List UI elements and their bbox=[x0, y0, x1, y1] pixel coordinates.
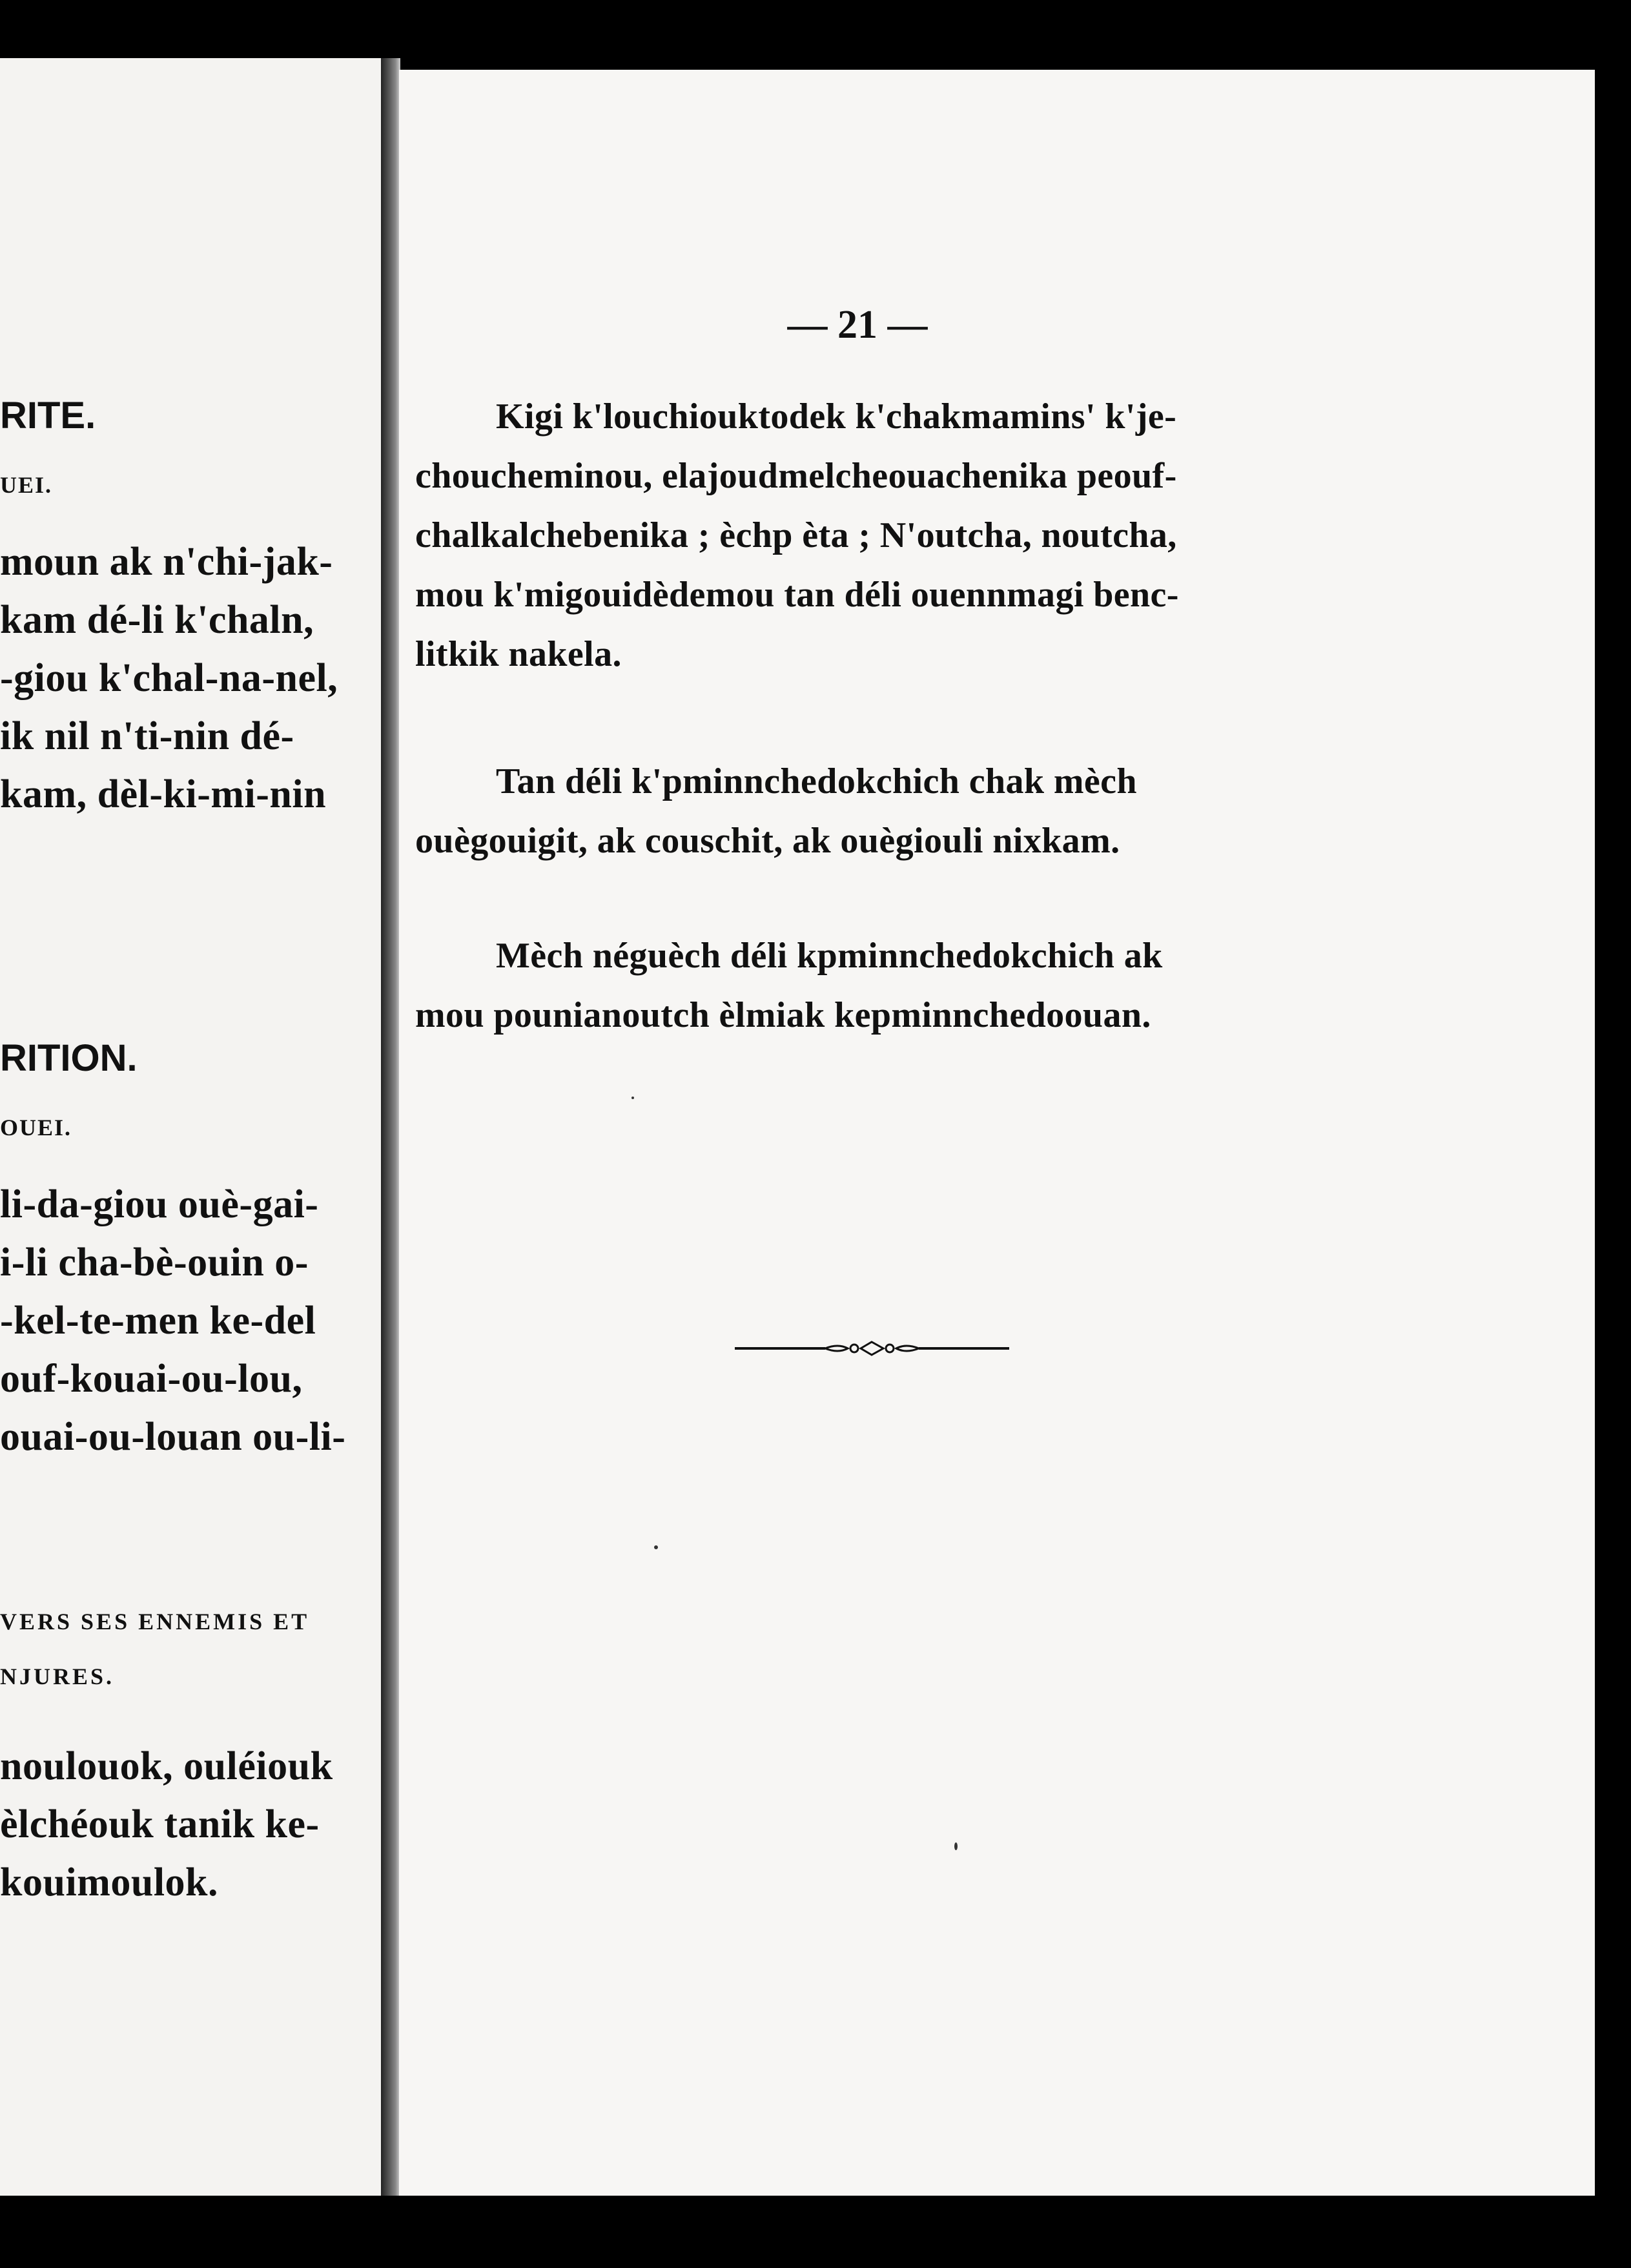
paragraph-1-line: litkik nakela. bbox=[415, 634, 622, 674]
paper-speck bbox=[654, 1545, 658, 1549]
left-text-line: kouimoulok. bbox=[0, 1861, 219, 1904]
paper-speck bbox=[631, 1097, 634, 1099]
paragraph-1-line: Kigi k'louchiouktodek k'chakmamins' k'je- bbox=[496, 397, 1177, 437]
left-caps-line: VERS SES ENNEMIS ET bbox=[0, 1609, 310, 1634]
left-text-line: ouai-ou-louan ou-li- bbox=[0, 1415, 346, 1459]
left-text-line: kam, dèl-ki-mi-nin bbox=[0, 772, 327, 816]
left-text-line: ouf-kouai-ou-lou, bbox=[0, 1357, 303, 1401]
left-heading-1: RITE. bbox=[0, 395, 96, 437]
left-caps-line: NJURES. bbox=[0, 1664, 115, 1689]
ornament-divider bbox=[735, 1335, 1009, 1361]
left-text-line: li-da-giou ouè-gai- bbox=[0, 1182, 319, 1226]
paragraph-1-line: mou k'migouidèdemou tan déli ouennmagi benc- bbox=[415, 575, 1179, 615]
left-text-line: èlchéouk tanik ke- bbox=[0, 1802, 320, 1846]
left-text-line: -giou k'chal-na-nel, bbox=[0, 656, 338, 700]
paragraph-2-line: ouègouigit, ak couschit, ak ouègiouli nixkam. bbox=[415, 821, 1120, 861]
paragraph-1-line: choucheminou, elajoudmelcheouachenika peouf- bbox=[415, 456, 1177, 496]
paragraph-2-line: Tan déli k'pminnchedokchich chak mèch bbox=[496, 761, 1137, 801]
left-text-line: ik nil n'ti-nin dé- bbox=[0, 714, 294, 758]
page-number bbox=[761, 302, 954, 348]
left-text-line: -kel-te-men ke-del bbox=[0, 1299, 316, 1343]
left-text-line: kam dé-li k'chaln, bbox=[0, 598, 314, 642]
paper-speck bbox=[954, 1842, 958, 1850]
left-subheading-1: UEI. bbox=[0, 472, 53, 498]
left-text-line: i-li cha-bè-ouin o- bbox=[0, 1241, 309, 1284]
page-number-text: — 21 — bbox=[787, 303, 928, 347]
book-gutter bbox=[381, 58, 400, 2196]
right-page bbox=[399, 70, 1595, 2196]
paragraph-3-line: Mèch néguèch déli kpminnchedokchich ak bbox=[496, 936, 1163, 976]
paragraph-1-line: chalkalchebenika ; èchp èta ; N'outcha, noutcha, bbox=[415, 515, 1177, 555]
paragraph-3-line: mou pounianoutch èlmiak kepminnchedoouan. bbox=[415, 995, 1151, 1035]
left-subheading-2: OUEI. bbox=[0, 1115, 72, 1140]
left-page-fragment bbox=[0, 58, 387, 2196]
left-text-line: noulouok, ouléiouk bbox=[0, 1744, 333, 1788]
left-text-line: moun ak n'chi-jak- bbox=[0, 540, 333, 584]
left-heading-2: RITION. bbox=[0, 1037, 138, 1079]
